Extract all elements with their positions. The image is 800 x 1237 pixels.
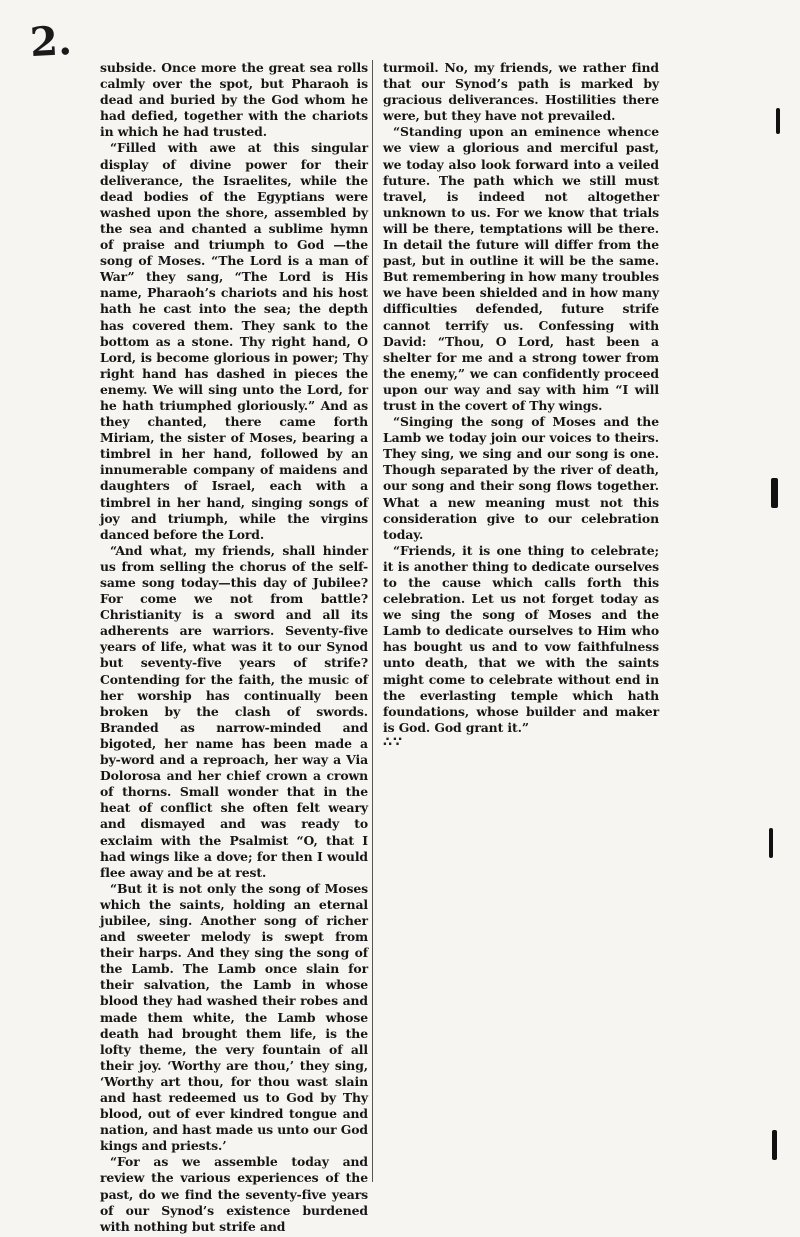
paragraph: “For as we assemble today and review the various experiences of the past, do we find the seventy-five years of our Synod’s existence burdened with nothing but strife and	[100, 1154, 368, 1234]
paragraph: “Singing the song of Moses and the Lamb we today join our voices to theirs. They sing, we sing and our song is one. Though separated by the river of death, our song and their song flows together. What a new meaning must not this consideration give to our celebration today.	[383, 414, 659, 542]
binding-hole-mark	[771, 478, 778, 508]
paragraph: “Friends, it is one thing to celebrate; it is another thing to dedicate ourselves to the cause which calls forth this celebration. Let us not forget today as we sing the song of Moses and the Lamb to dedicate ourselves to Him who has bought us and to vow faithfulness unto death, that we with the saints might come to celebrate without end in the everlasting temple which hath foundations, whose builder and maker is God. God grant it.”	[383, 542, 659, 735]
paragraph: “But it is not only the song of Moses which the saints, holding an eternal jubilee, sing. Another song of richer and sweeter melody is swept from their harps. And they sing the song of the Lamb. The Lamb once slain for their salvation, the Lamb in whose blood they had washed their robes and made them white, the Lamb whose death had brought them life, is the lofty theme, the very fountain of all their joy. ‘Worthy are thou,’ they sing, ‘Worthy art thou, for thou wast slain and hast redeemed us to God by Thy blood, out of ever kindred tongue and nation, and hast made us unto our God kings and priests.’	[100, 880, 368, 1154]
paragraph: turmoil. No, my friends, we rather find that our Synod’s path is marked by gracious deliverances. Hostilities there were, but they have not prevailed.	[383, 60, 659, 124]
binding-hole-mark	[776, 108, 780, 134]
paragraph: “Filled with awe at this singular display of divine power for their deliverance, the Israelites, while the dead bodies of the Egyptians were washed upon the shore, assembled by the sea and chanted a sublime hymn of praise and triumph to God —the song of Moses. “The Lord is a man of War” they sang, “The Lord is His name, Pharaoh’s chariots and his host hath he cast into the sea; the depth has covered them. They sank to the bottom as a stone. Thy right hand, O Lord, is become glorious in power; Thy right hand has dashed in pieces the enemy. We will sing unto the Lord, for he hath triumphed gloriously.” And as they chanted, there came forth Miriam, the sister of Moses, bearing a timbrel in her hand, followed by an innumerable company of maidens and daughters of Israel, each with a timbrel in her hand, singing songs of joy and triumph, while the virgins danced before the Lord.	[100, 140, 368, 542]
page-number: 2.	[28, 16, 73, 67]
paragraph: subside. Once more the great sea rolls calmly over the spot, but Pharaoh is dead and buried by the God whom he had defied, together with the chariots in which he had trusted.	[100, 60, 368, 140]
binding-hole-mark	[769, 828, 773, 858]
article-column-right	[383, 60, 659, 760]
binding-hole-mark	[772, 1130, 777, 1160]
article-column-left	[100, 60, 373, 1234]
end-ornament: ∴∵	[383, 734, 404, 750]
paragraph: “And what, my friends, shall hinder us from selling the chorus of the self-same song today—this day of Jubilee? For come we not from battle? Christianity is a sword and all its adherents are warriors. Seventy-five years of life, what was it to our Synod but seventy-five years of strife? Contending for the faith, the music of her worship has continually been broken by the clash of swords. Branded as narrow-minded and bigoted, her name has been made a by-word and a reproach, her way a Via Dolorosa and her chief crown a crown of thorns. Small wonder that in the heat of conflict she often felt weary and dismayed and was ready to exclaim with the Psalmist “O, that I had wings like a dove; for then I would flee away and be at rest.	[100, 542, 368, 880]
paragraph: “Standing upon an eminence whence we view a glorious and merciful past, we today also look forward into a veiled future. The path which we still must travel, is indeed not altogether unknown to us. For we know that trials will be there, temptations will be there. In detail the future will differ from the past, but in outline it will be the same. But remembering in how many troubles we have been shielded and in how many difficulties defended, future strife cannot terrify us. Confessing with David: “Thou, O Lord, hast been a shelter for me and a strong tower from the enemy,” we can confidently proceed upon our way and say with him “I will trust in the covert of Thy wings.	[383, 124, 659, 413]
